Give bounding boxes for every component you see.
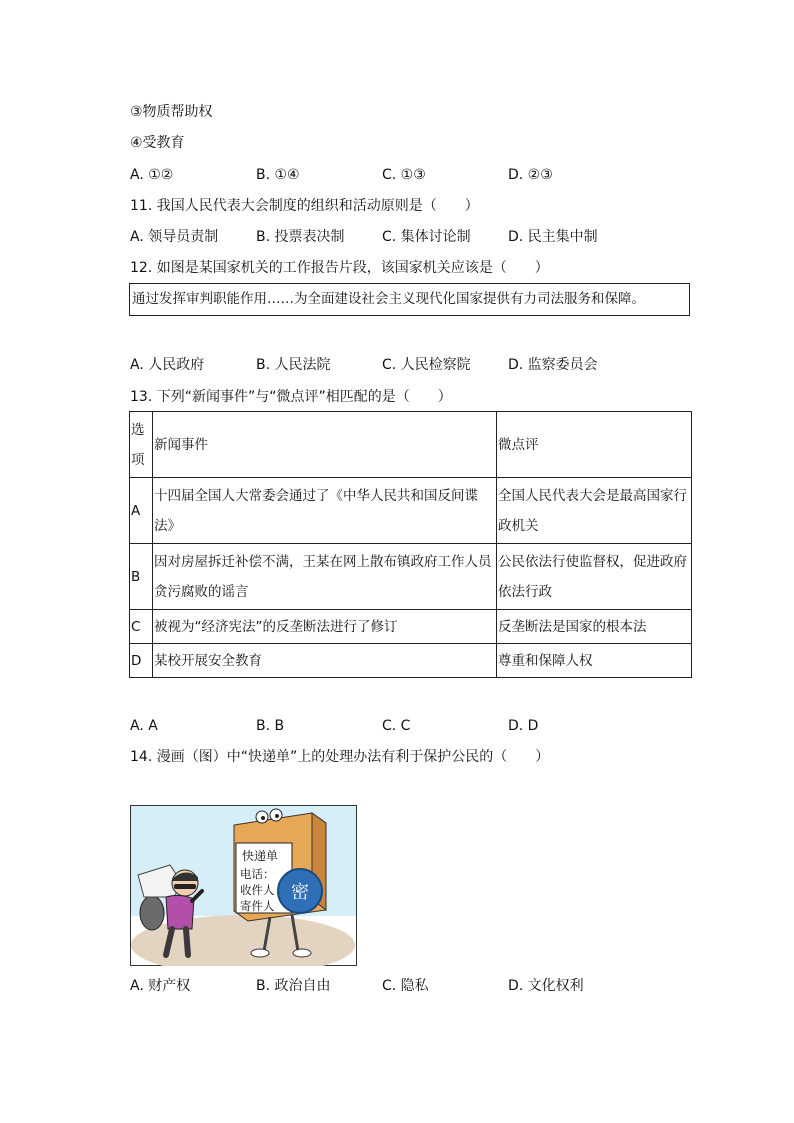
table-header-row (130, 412, 692, 478)
row-label: B (130, 544, 153, 610)
header-news: 新闻事件 (153, 412, 497, 478)
thief-mask (174, 884, 196, 889)
q11-option-d[interactable]: D. 民主集中制 (508, 229, 598, 245)
thief-backpack (140, 896, 164, 930)
q13-option-d[interactable]: D. D (508, 718, 539, 734)
q10-option-b[interactable]: B. ①④ (256, 167, 300, 183)
q13-table (129, 411, 692, 678)
q10-option-c[interactable]: C. ①③ (382, 167, 426, 183)
slip-sender: 寄件人 (240, 899, 275, 913)
q14-option-a[interactable]: A. 财产权 (130, 978, 191, 994)
q12-option-b[interactable]: B. 人民法院 (256, 357, 331, 373)
q10-options (130, 165, 690, 185)
row-comment: 尊重和保障人权 (497, 644, 692, 678)
row-label: D (130, 644, 153, 678)
header-option: 选项 (130, 412, 153, 478)
slip-recipient: 收件人 (240, 883, 275, 897)
q14-stem: 14. 漫画（图）中“快递单”上的处理办法有利于保护公民的（ ） (130, 749, 550, 765)
slip-title: 快递单 (242, 849, 279, 863)
table-row (130, 610, 692, 644)
table-row (130, 544, 692, 610)
header-comment: 微点评 (497, 412, 692, 478)
q13-stem: 13. 下列“新闻事件”与“微点评”相匹配的是（ ） (130, 389, 452, 405)
q12-stem: 12. 如图是某国家机关的工作报告片段，该国家机关应该是（ ） (130, 260, 549, 276)
q10-item-3: ③物质帮助权 (130, 104, 213, 120)
q13-options (130, 716, 690, 736)
q11-options (130, 227, 690, 247)
row-news: 因对房屋拆迁补偿不满，王某在网上散布镇政府工作人员贪污腐败的谣言 (153, 544, 497, 610)
row-label: C (130, 610, 153, 644)
q10-option-a[interactable]: A. ①② (130, 167, 174, 183)
q13-option-a[interactable]: A. A (130, 718, 158, 734)
q12-options (130, 355, 690, 375)
q12-option-a[interactable]: A. 人民政府 (130, 357, 205, 373)
q14-option-d[interactable]: D. 文化权利 (508, 978, 584, 994)
express-slip-cartoon (130, 805, 357, 966)
row-news: 十四届全国人大常委会通过了《中华人民共和国反间谍法》 (153, 478, 497, 544)
q11-option-c[interactable]: C. 集体讨论制 (382, 229, 471, 245)
q12-quote-box: 通过发挥审判职能作用……为全面建设社会主义现代化国家提供有力司法服务和保障。 (129, 283, 690, 316)
thief-shirt (166, 895, 194, 929)
row-label: A (130, 478, 153, 544)
q13-option-c[interactable]: C. C (382, 718, 411, 734)
q12-option-c[interactable]: C. 人民检察院 (382, 357, 471, 373)
q12-option-d[interactable]: D. 监察委员会 (508, 357, 598, 373)
row-comment: 全国人民代表大会是最高国家行政机关 (497, 478, 692, 544)
q10-item-4: ④受教育 (130, 135, 185, 151)
q14-option-c[interactable]: C. 隐私 (382, 978, 429, 994)
secret-stamp-text: 密 (291, 882, 309, 903)
q14-option-b[interactable]: B. 政治自由 (256, 978, 331, 994)
table-row (130, 478, 692, 544)
q13-option-b[interactable]: B. B (256, 718, 285, 734)
row-news: 某校开展安全教育 (153, 644, 497, 678)
q11-option-b[interactable]: B. 投票表决制 (256, 229, 345, 245)
slip-phone: 电话： (240, 867, 275, 881)
row-comment: 反垄断法是国家的根本法 (497, 610, 692, 644)
table-row (130, 644, 692, 678)
row-news: 被视为“经济宪法”的反垄断法进行了修订 (153, 610, 497, 644)
q11-stem: 11. 我国人民代表大会制度的组织和活动原则是（ ） (130, 198, 479, 214)
q10-option-d[interactable]: D. ②③ (508, 167, 553, 183)
row-comment: 公民依法行使监督权，促进政府依法行政 (497, 544, 692, 610)
q11-option-a[interactable]: A. 领导员责制 (130, 229, 219, 245)
q14-options (130, 976, 690, 996)
